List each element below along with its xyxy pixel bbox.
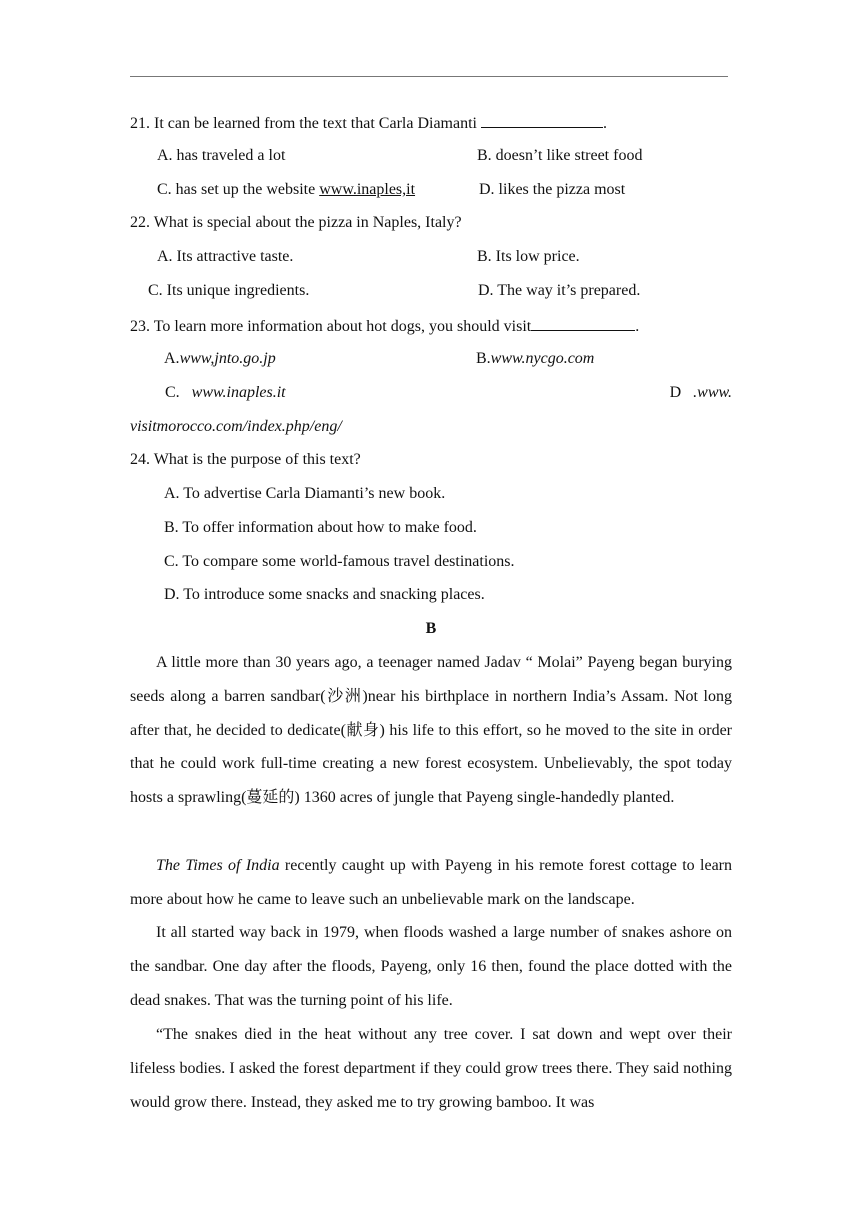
- stem-period: .: [635, 318, 640, 335]
- passage-paragraph-2: [130, 849, 732, 917]
- section-heading: B: [425, 620, 437, 637]
- question-23-text: 23. To learn more information about hot dogs, you should visit: [130, 318, 532, 335]
- option-21-a: A. has traveled a lot: [157, 147, 286, 164]
- website-link[interactable]: www.inaples,it: [319, 181, 416, 198]
- option-21-d: D. likes the pizza most: [479, 181, 626, 198]
- passage-paragraph-4: “The snakes died in the heat without any tree cover. I sat down and wept over their lifeless bodies. I asked the forest department if they could grow trees there. They said nothing would grow there. Instead, they asked me to try growing bamboo. It was: [130, 1026, 732, 1111]
- url-text: www.inaples.it: [191, 384, 286, 401]
- header-rule: [130, 76, 728, 77]
- question-23-stem: [130, 315, 639, 337]
- answer-blank: [531, 315, 635, 331]
- answer-blank: [481, 112, 603, 128]
- option-24-a: A. To advertise Carla Diamanti’s new book.: [164, 485, 446, 502]
- option-letter: B.: [476, 350, 491, 367]
- option-letter: D: [669, 384, 682, 401]
- option-22-c: C. Its unique ingredients.: [148, 282, 310, 299]
- option-24-b: B. To offer information about how to make food.: [164, 519, 477, 536]
- passage-paragraph-1: A little more than 30 years ago, a teenager named Jadav “ Molai” Payeng began burying seeds along a barren sandbar(沙洲)near his birthplace in northern India’s Assam. Not long after that, he decided to dedicate(献身) his life to this effort, so he moved to the site in order that he could work full-time creating a new forest ecosystem. Unbelievably, the spot today hosts a sprawling(蔓延的) 1360 acres of jungle that Payeng single-handedly planted.: [130, 654, 732, 807]
- option-23-d: [670, 383, 732, 403]
- question-21-stem: [130, 112, 607, 134]
- option-21-c-text: C. has set up the website: [157, 181, 320, 198]
- option-22-a: A. Its attractive taste.: [157, 248, 294, 265]
- url-text: www,jnto.go.jp: [179, 350, 276, 367]
- option-21-b: B. doesn’t like street food: [477, 147, 643, 164]
- option-22-d: D. The way it’s prepared.: [478, 282, 641, 299]
- passage-paragraph-3: It all started way back in 1979, when floods washed a large number of snakes ashore on the sandbar. One day after the floods, Payeng, only 16 then, found the place dotted with the dead snakes. That was the turning point of his life.: [130, 924, 732, 1009]
- option-21-c: [157, 180, 415, 200]
- newspaper-title: The Times of India: [156, 857, 280, 874]
- option-23-c: [130, 383, 286, 403]
- question-22-stem: 22. What is special about the pizza in Naples, Italy?: [130, 214, 462, 231]
- question-24-stem: 24. What is the purpose of this text?: [130, 451, 361, 468]
- option-23-cd-line: [130, 383, 732, 403]
- option-23-b: [476, 349, 594, 369]
- option-24-d: D. To introduce some snacks and snacking places.: [164, 586, 485, 603]
- option-23-d-continued: [130, 417, 342, 437]
- question-21-text: 21. It can be learned from the text that Carla Diamanti: [130, 115, 477, 132]
- url-text: www.nycgo.com: [490, 350, 595, 367]
- option-23-a: [164, 349, 276, 369]
- paragraph-text: recently caught up with Payeng in his remote forest cottage to learn more about how he came to leave such an unbelievable mark on the landscape.: [130, 857, 732, 908]
- stem-period: .: [602, 115, 607, 132]
- option-24-c: C. To compare some world-famous travel destinations.: [164, 553, 515, 570]
- option-22-b: B. Its low price.: [477, 248, 580, 265]
- option-letter: A.: [164, 350, 180, 367]
- option-letter: C.: [165, 384, 180, 401]
- url-text: visitmorocco.com/index.php/eng/: [130, 418, 342, 435]
- url-text: .www.: [693, 384, 732, 401]
